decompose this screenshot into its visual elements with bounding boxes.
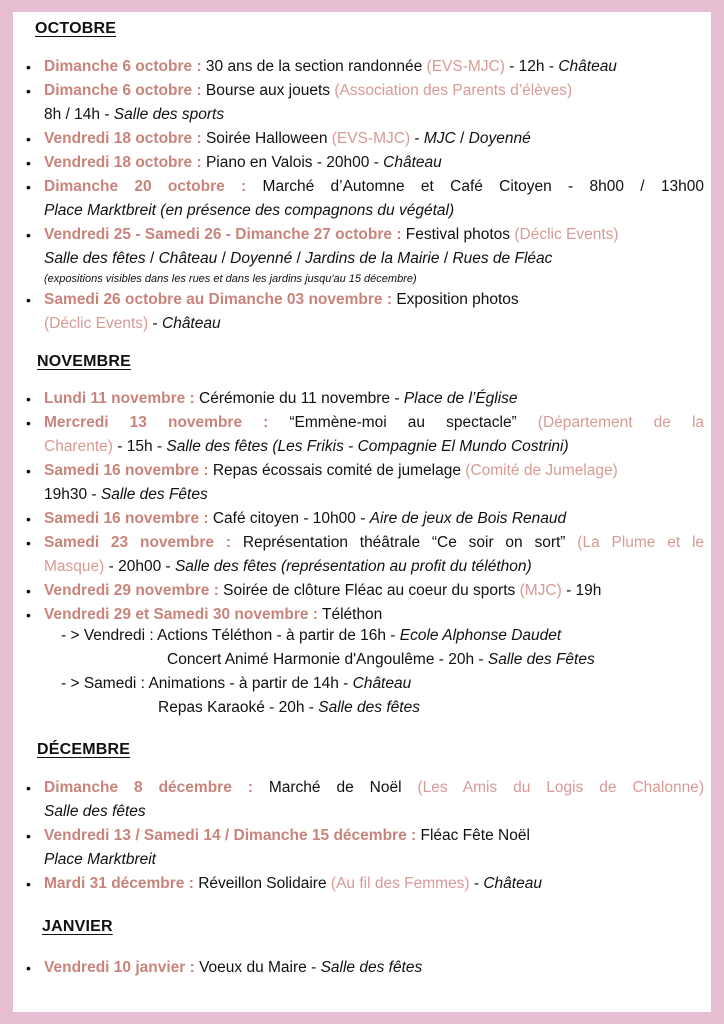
event-line [44,411,704,435]
bullet: • [26,876,31,892]
bullet: • [26,292,31,308]
event-text: Bourse aux jouets [201,82,335,99]
bullet: • [26,607,31,623]
event-text: Représentation théâtrale “Ce soir on sort” [231,534,578,551]
event-venue: Salle des fêtes [318,699,420,716]
event-line [44,175,704,199]
event-entry [26,411,705,459]
event-organizer: (Les Amis du Logis de Chalonne) [417,779,705,796]
event-entry [26,579,704,603]
event-date: Dimanche 20 octobre : [44,178,247,195]
event-date: Dimanche 6 octobre : [44,58,202,75]
event-text: Soirée Halloween [201,130,332,147]
event-venue: Château [352,675,412,692]
event-sep: - [410,130,424,147]
event-text: Voeux du Maire - [194,959,321,976]
event-venue: Château [162,315,221,332]
event-date: Dimanche 8 décembre : [44,779,253,796]
event-entry [26,956,704,980]
bullet: • [26,227,31,243]
bullet: • [26,415,31,431]
event-date: Lundi 11 novembre : [44,390,195,407]
event-date: Vendredi 29 et Samedi 30 novembre : [44,606,318,623]
event-date: Dimanche 6 octobre : [44,82,202,99]
event-date: Vendredi 10 janvier : [44,959,195,976]
event-entry [26,824,704,872]
section-title-octobre: OCTOBRE [35,20,117,37]
venue-sep: / [145,250,159,267]
sub-text: - > Vendredi : Actions Téléthon - à partir de 16h - [61,627,400,644]
event-date: Mardi 31 décembre : [44,875,194,892]
event-venue: Place Marktbreit [44,851,156,868]
event-organizer: (MJC) [519,582,562,599]
section-title-janvier: JANVIER [42,918,113,935]
event-date: Vendredi 29 novembre : [44,582,219,599]
event-sep: - [148,315,162,332]
event-text: Marché de Noël [252,779,418,796]
bullet: • [26,59,31,75]
event-entry [26,223,704,287]
sub-text: Concert Animé Harmonie d'Angoulême - 20h - [167,651,488,668]
event-entry [26,507,704,531]
event-venue: Salle des fêtes [44,250,146,267]
telethon-saturday-karaoke [158,699,420,717]
event-entry [26,603,704,627]
event-venue: Salle des Fêtes [100,486,208,503]
event-entry [26,288,704,336]
event-venue: Doyenné [468,130,531,147]
event-entry [26,127,704,151]
event-entry [26,55,704,79]
venue-sep: / [292,250,306,267]
bullet: • [26,131,31,147]
event-time: 19h30 - [44,486,101,503]
sub-text: Repas Karaoké - 20h - [158,699,319,716]
event-entry [26,175,704,223]
event-note: (expositions visibles dans les rues et dans les jardins jusqu'au 15 décembre) [44,273,417,285]
event-organizer: (Au fil des Femmes) [330,875,470,892]
event-text: 30 ans de la section randonnée [201,58,427,75]
event-text: Café citoyen - 10h00 - [208,510,370,527]
event-text: “Emmène-moi au spectacle” [268,414,538,431]
event-sep: - [469,875,484,892]
event-organizer: (Déclic Events) [514,226,619,243]
event-venue: Château [558,58,617,75]
bullet: • [26,155,31,171]
event-date: Samedi 26 octobre au Dimanche 03 novembre : [44,291,393,308]
event-organizer: (Association des Parents d’élèves) [334,82,573,99]
event-time: 8h / 14h - [44,106,114,123]
event-sep: - 12h - [504,58,559,75]
event-venue: Château [483,875,542,892]
bullet: • [26,828,31,844]
telethon-friday [61,627,561,645]
event-venue: Rues de Fléac [452,250,553,267]
venue-sep: / [217,250,231,267]
event-time: - 19h [561,582,602,599]
event-text: Marché d’Automne et Café Citoyen - 8h00 / 13h00 [246,178,704,195]
event-date: Samedi 16 novembre : [44,462,209,479]
event-venue: Château [158,250,218,267]
event-sep: - 15h - [112,438,167,455]
event-organizer: (EVS-MJC) [426,58,505,75]
event-organizer: (Déclic Events) [44,315,149,332]
event-venue: Place Marktbreit (en présence des compagnons du végétal) [44,202,455,219]
telethon-friday-concert [167,651,595,669]
event-date: Samedi 16 novembre : [44,510,209,527]
event-organizer: Masque) [44,558,105,575]
event-entry [26,79,704,127]
event-date: Vendredi 18 octobre : [44,154,202,171]
event-organizer: Charente) [44,438,113,455]
event-venue: Doyenné [230,250,293,267]
event-text: Piano en Valois - 20h00 - [201,154,384,171]
event-venue: Aire de jeux de Bois Renaud [369,510,567,527]
event-entry [26,776,705,824]
event-venue: Salle des sports [113,106,225,123]
event-text: Téléthon [317,606,383,623]
bullet: • [26,179,31,195]
sub-text: - > Samedi : Animations - à partir de 14h - [61,675,353,692]
event-venue: Salle des fêtes [44,803,146,820]
bullet: • [26,535,31,551]
event-venue: Salle des fêtes (représentation au profit du téléthon) [174,558,532,575]
event-date: Samedi 23 novembre : [44,534,232,551]
event-text: Fléac Fête Noël [416,827,530,844]
event-entry [26,531,705,579]
event-line [44,776,704,800]
event-organizer: (EVS-MJC) [331,130,411,147]
event-venue: Place de l’Église [403,390,518,407]
event-sep: - 20h00 - [104,558,175,575]
event-date: Vendredi 18 octobre : [44,130,202,147]
page [13,12,711,1012]
section-title-decembre: DÉCEMBRE [37,741,131,758]
telethon-saturday [61,675,411,693]
event-venue: Château [383,154,442,171]
event-venue: Ecole Alphonse Daudet [399,627,562,644]
bullet: • [26,583,31,599]
event-organizer: (Comité de Jumelage) [465,462,618,479]
event-text: Soirée de clôture Fléac au coeur du sports [218,582,520,599]
bullet: • [26,960,31,976]
event-text: Festival photos [401,226,515,243]
event-entry [26,151,704,175]
bullet: • [26,83,31,99]
event-text: Réveillon Solidaire [193,875,331,892]
event-entry [26,872,704,896]
event-text: Repas écossais comité de jumelage [208,462,466,479]
event-sep: / [455,130,469,147]
event-entry [26,387,704,411]
event-text: Cérémonie du 11 novembre - [194,390,404,407]
event-entry [26,459,704,507]
event-venue: MJC [423,130,456,147]
event-venue: Salle des Fêtes [487,651,595,668]
venue-sep: / [439,250,453,267]
event-organizer: (Département de la [537,414,705,431]
event-venue: Salle des fêtes [320,959,423,976]
event-venue: Salle des fêtes (Les Frikis - Compagnie El Mundo Costrini) [166,438,569,455]
event-date: Vendredi 25 - Samedi 26 - Dimanche 27 octobre : [44,226,402,243]
bullet: • [26,391,31,407]
event-date: Vendredi 13 / Samedi 14 / Dimanche 15 décembre : [44,827,417,844]
event-organizer: (La Plume et le [577,534,705,551]
bullet: • [26,511,31,527]
event-venue: Jardins de la Mairie [305,250,440,267]
event-date: Mercredi 13 novembre : [44,414,269,431]
bullet: • [26,780,31,796]
section-title-novembre: NOVEMBRE [37,353,132,370]
event-text: Exposition photos [392,291,519,308]
bullet: • [26,463,31,479]
event-line [44,531,704,555]
